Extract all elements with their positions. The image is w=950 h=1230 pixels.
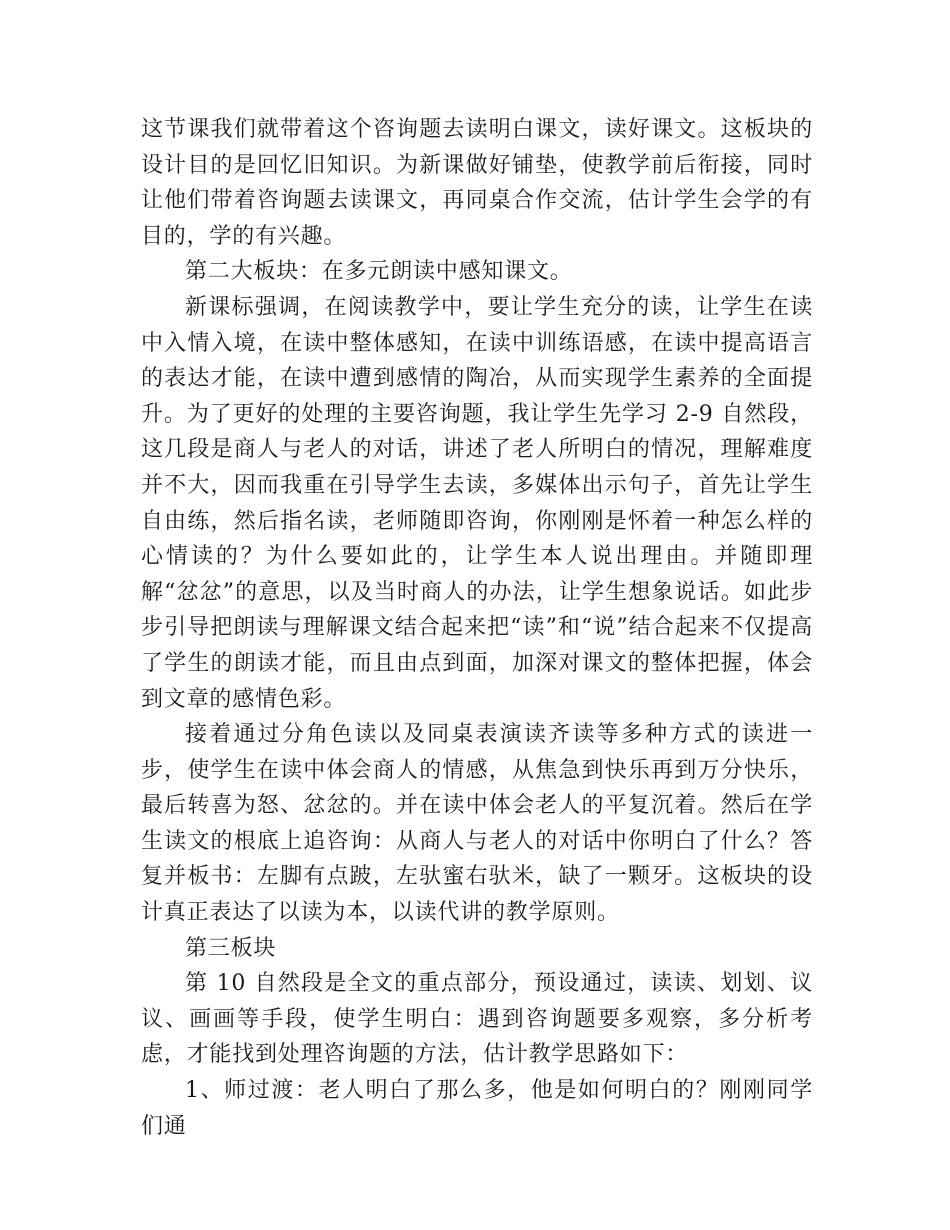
paragraph-3: 新课标强调，在阅读教学中，要让学生充分的读，让学生在读中入情入境，在读中整体感知，在读中训练语感，在读中提高语言的表达才能，在读中遭到感情的陶冶，从而实现学生素养的全面提升。为了更好的处理的主要咨询题，我让学生先学习 2-9 自然段，这几段是商人与老人的对话，讲述了老人所明白的情况，理解难度并不大，因而我重在引导学生去读，多媒体出示句子，首先让学生自由练，然后指名读，老师随即咨询，你刚刚是怀着一种怎么样的心情读的？为什么要如此的，让学生本人说出理由。并随即理解“忿忿”的意思，以及当时商人的办法，让学生想象说话。如此步步引导把朗读与理解课文结合起来把“读”和“说”结合起来不仅提高了学生的朗读才能，而且由点到面，加深对课文的整体把握，体会到文章的感情色彩。 [141, 294, 813, 712]
paragraph-7: 1、师过渡：老人明白了那么多，他是如何明白的？刚刚同学们通 [141, 1078, 813, 1139]
paragraph-2-section-heading: 第二大板块：在多元朗读中感知课文。 [185, 259, 573, 285]
paragraph-5-section-heading: 第三板块 [185, 935, 277, 961]
paragraph-4: 接着通过分角色读以及同桌表演读齐读等多种方式的读进一步，使学生在读中体会商人的情感，从焦急到快乐再到万分快乐，最后转喜为怒、忿忿的。并在读中体会老人的平复沉着。然后在学生读文的根底上追咨询：从商人与老人的对话中你明白了什么？答复并板书：左脚有点跛，左驮蜜右驮米，缺了一颗牙。这板块的设计真正表达了以读为本，以读代讲的教学原则。 [141, 722, 813, 926]
paragraph-6: 第 10 自然段是全文的重点部分，预设通过，读读、划划、议议、画画等手段，使学生明白：遇到咨询题要多观察，多分析考虑，才能找到处理咨询题的方法，估计教学思路如下： [141, 971, 813, 1068]
paragraph-1: 这节课我们就带着这个咨询题去读明白课文，读好课文。这板块的设计目的是回忆旧知识。为新课做好铺垫，使教学前后衔接，同时让他们带着咨询题去读课文，再同桌合作交流，估计学生会学的有目的，学的有兴趣。 [141, 117, 813, 249]
document-body [141, 112, 813, 1144]
